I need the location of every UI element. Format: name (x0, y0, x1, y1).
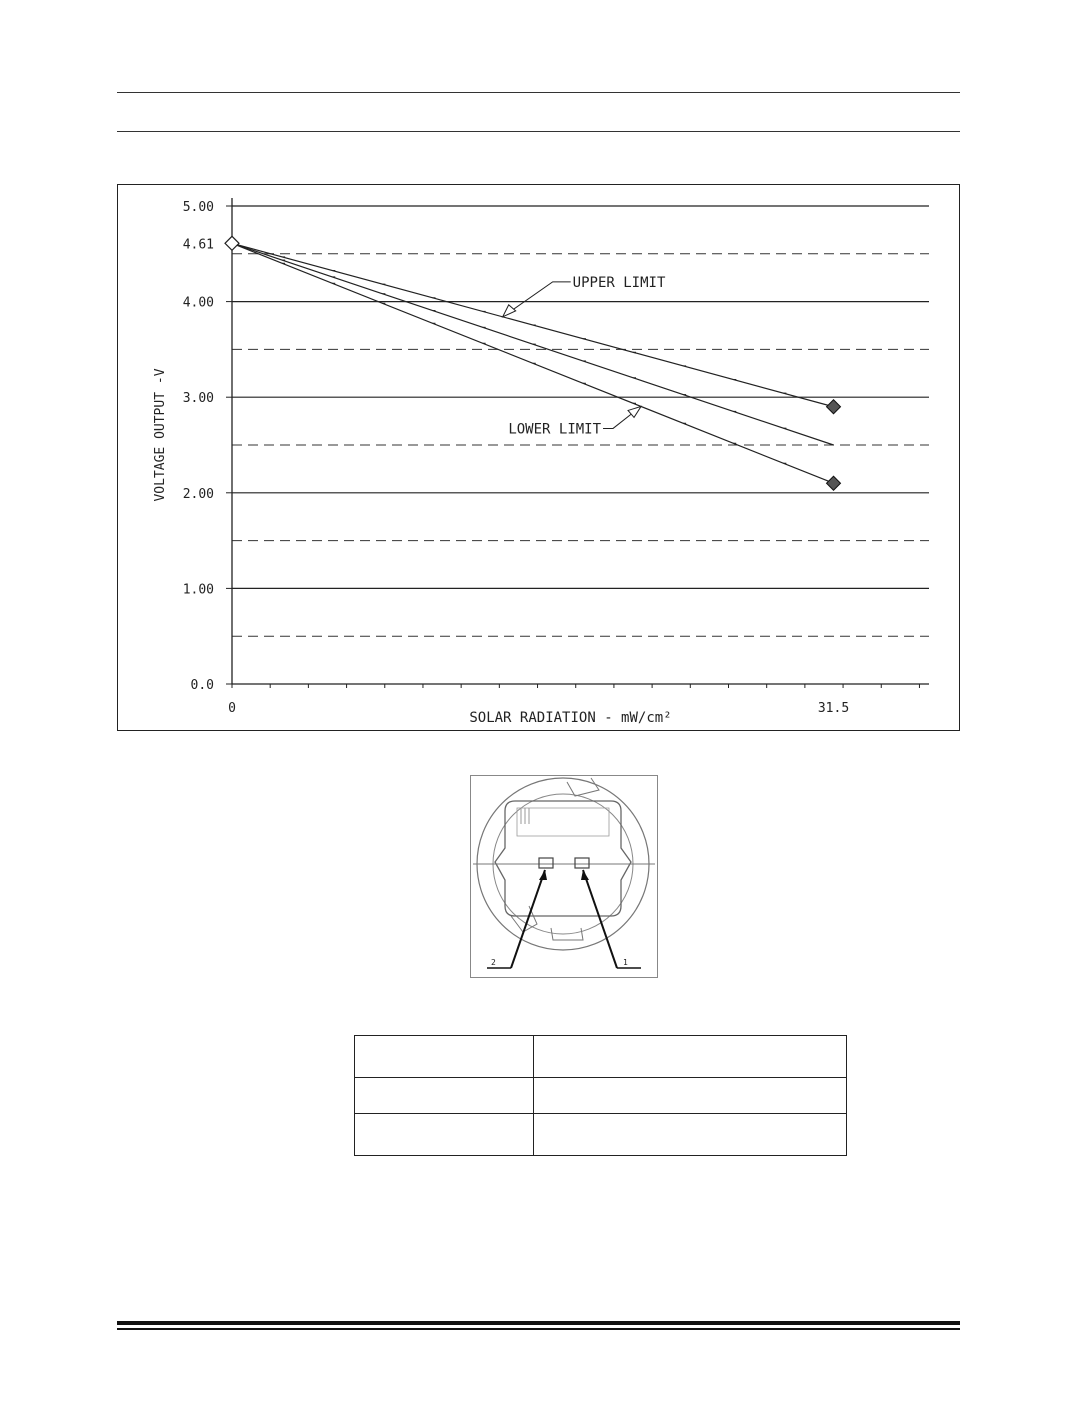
table-cell (534, 1078, 847, 1114)
pin-label-2: 2 (491, 958, 496, 967)
end-point-marker (827, 476, 841, 490)
table-cell (355, 1114, 534, 1156)
pin-2-terminal (539, 858, 553, 868)
table-cell (534, 1114, 847, 1156)
y-tick-label: 5.00 (182, 200, 214, 215)
y-tick-label: 2.00 (182, 486, 214, 502)
y-tick-label: 0.0 (190, 678, 214, 693)
x-tick-label: 0 (228, 701, 236, 716)
chart-frame (117, 184, 960, 731)
pin-label-1: 1 (623, 958, 628, 967)
y-tick-label: 4.61 (182, 237, 214, 253)
y-tick-label: 3.00 (182, 391, 214, 407)
series-line (232, 243, 834, 406)
pin-1-terminal (575, 858, 589, 868)
series-line (232, 243, 834, 445)
series-line (232, 243, 834, 483)
upper-limit-arrow (503, 305, 516, 317)
pin-table (354, 1035, 847, 1156)
table-cell (355, 1078, 534, 1114)
end-point-marker (827, 400, 841, 414)
x-axis-label: SOLAR RADIATION - mW/cm² (469, 710, 672, 726)
y-tick-label: 1.00 (182, 582, 214, 598)
y-tick-label: 4.00 (182, 295, 214, 311)
table-row (355, 1036, 847, 1078)
connector-diagram (470, 775, 658, 978)
start-point-marker (225, 236, 239, 250)
lower-limit-arrow (628, 406, 641, 417)
table-cell (355, 1036, 534, 1078)
footer-rule-thin (117, 1328, 960, 1330)
footer-rule-thick (117, 1321, 960, 1325)
upper-limit-label: UPPER LIMIT (572, 274, 666, 291)
table-row (355, 1114, 847, 1156)
table-cell (534, 1036, 847, 1078)
y-axis-label: VOLTAGE OUTPUT -V (153, 368, 168, 502)
table-row (355, 1078, 847, 1114)
x-tick-label: 31.5 (817, 701, 850, 716)
voltage-chart (118, 185, 959, 730)
lower-limit-label: LOWER LIMIT (508, 421, 602, 438)
connector-drawing (471, 776, 657, 977)
header-rule-bottom (117, 131, 960, 132)
header-rule-top (117, 92, 960, 93)
